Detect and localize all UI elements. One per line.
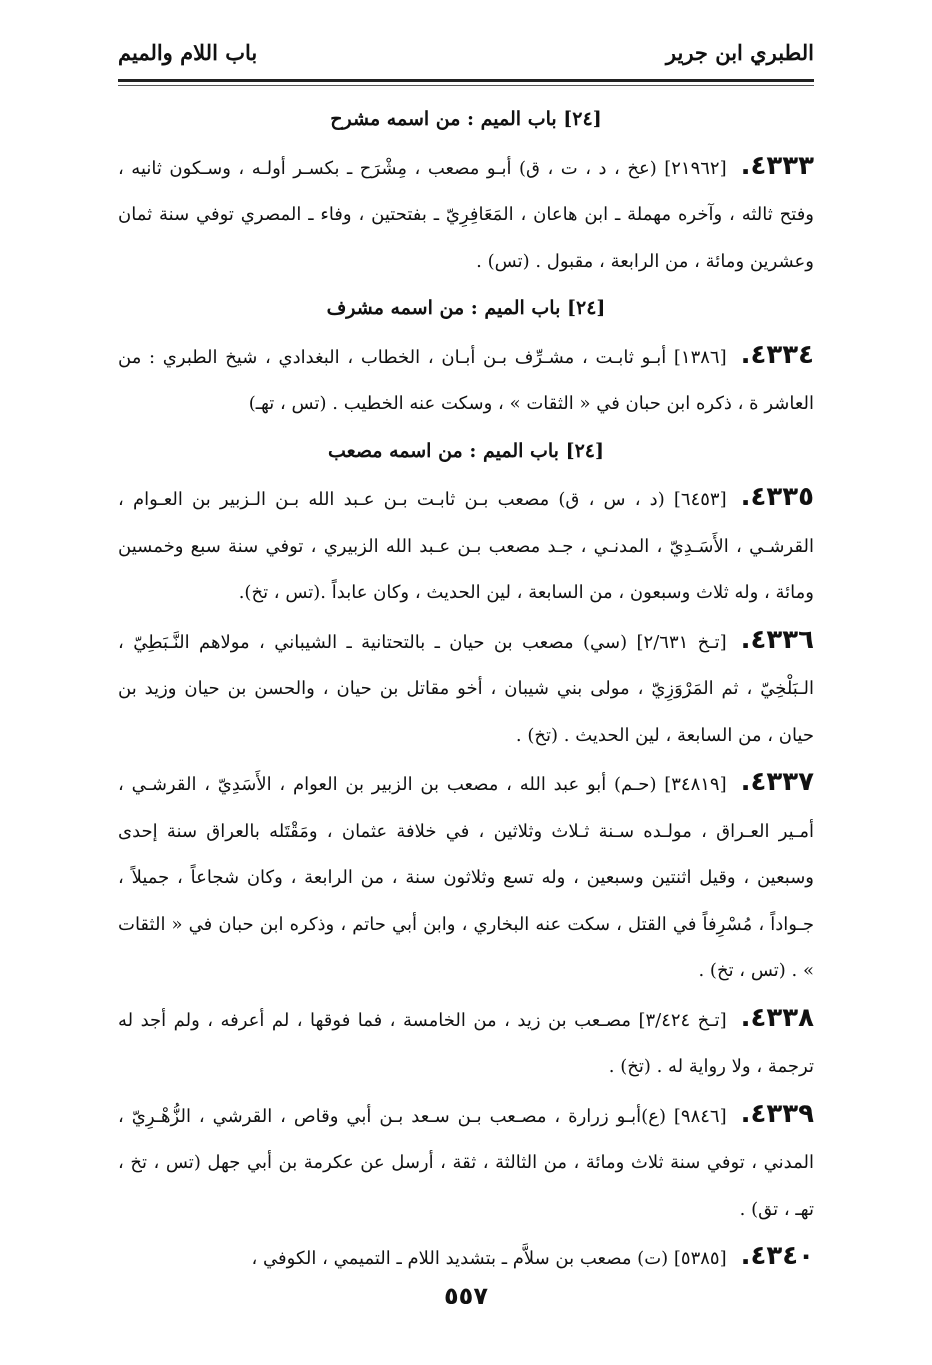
entry-number: ٤٣٣٤.: [740, 339, 814, 370]
entry-text: [٥٣٨٥] (ت) مصعب بن سلاَّم ـ بتشديد اللام ـ التميمي ، الكوفي ،: [251, 1248, 727, 1269]
entry-text: [٩٨٤٦] (ع)أبـو زرارة ، مصـعب بـن سـعد بـن أبي وقاص ، القرشي ، الزُّهْـرِيّ ، المدني ، توفي سنة ثلاث ومائة ، من الثالثة ، ثقة ، أرسل عن عكرمة بن أبي جهل (تس ، تخ ، تهـ ، تق) .: [118, 1105, 814, 1220]
entry-paragraph: [118, 1233, 814, 1283]
biography-entry: [118, 617, 814, 760]
biography-entry: [118, 995, 814, 1091]
entry-text: [٦٤٥٣] (د ، س ، ق) مصعب بـن ثابـت بـن عـبد الله بـن الـزبير بن العـوام ، القرشـي ، الأَسَـدِيّ ، المدنـي ، جـد مصعب بـن عـبد الله الزبيري ، توفي سنة سبع وخمسين ومائة ، وله ثلاث وسبعون ، من السابعة ، لين الحديث ، وكان عابداً .(تس ، تخ).: [118, 489, 814, 603]
entry-paragraph: [118, 617, 814, 760]
entry-text: [تـخ ٣/٤٢٤] مصـعب بن زيد ، من الخامسة ، فما فوقها ، لم أعرفه ، ولم أجد له ترجمة ، ولا رواية له . (تخ) .: [118, 1009, 814, 1077]
page-body: [118, 96, 814, 1283]
entry-number: ٤٣٣٦.: [740, 624, 814, 655]
biography-entry: [118, 1091, 814, 1234]
biography-entry: [118, 474, 814, 617]
section-heading: [٢٤] باب الميم : من اسمه مشرف: [326, 297, 606, 319]
entry-text: [١٣٨٦] أبـو ثابـت ، مشـرِّف بـن أبـان ، الخطاب ، البغدادي ، شيخ الطبري : من العاشر ة ، ذكره ابن حبان في « الثقات » ، وسكت عنه الخطيب . (تس ، تهـ): [118, 346, 814, 414]
entry-number: ٤٣٣٥.: [740, 482, 814, 512]
entry-paragraph: [118, 1091, 814, 1234]
section-heading: [٢٤] باب الميم : من اسمه مصعب: [328, 439, 604, 462]
biography-entry: [118, 759, 814, 995]
header-rule-thin: [118, 85, 814, 86]
biography-entry: [118, 143, 814, 286]
entry-paragraph: [118, 332, 814, 428]
entry-number: ٤٣٣٣.: [740, 150, 814, 181]
entry-text: [٣٤٨١٩] (حـم) أبو عبد الله ، مصعب بن الزبير بن العوام ، الأَسَدِيّ ، القرشـي ، أمـير العـراق ، مولـده سـنة ثـلاث وثلاثين ، في خلافة عثمان ، ومَقْتَله بالعراق سنة إحدى وسبعين ، وقيل اثنتين وسبعين ، وله تسع وثلاثون سنة ، من الرابعة ، وكان شجاعاً ، جميلاً ، جـواداً ، مُسْرِفاً في القتل ، سكت عنه البخاري ، وابن أبي حاتم ، وذكره ابن حبان في « الثقات » . (تس ، تخ) .: [118, 774, 814, 981]
running-header: [118, 40, 814, 80]
biography-entry: [118, 1233, 814, 1283]
entry-number: ٤٣٤٠.: [740, 1241, 814, 1271]
header-rule-thick: [118, 79, 814, 82]
biography-entry: [118, 332, 814, 428]
page-number: ٥٥٧: [444, 1282, 488, 1310]
entry-paragraph: [118, 995, 814, 1091]
entry-text: [تـخ ٢/٦٣١] (سي) مصعب بن حيان ـ بالتحتانية ـ الشيباني ، مولاهم النَّـبَطِيّ ، الـبَلْخِيّ ، ثم المَرْوَزِيّ ، مولى بني شيبان ، أخو مقاتل بن حيان ، والحسن بن حيان وزيد بن حيان ، من السابعة ، لين الحديث . (تخ) .: [118, 631, 814, 746]
running-head-chapter: باب اللام والميم: [118, 40, 258, 65]
entry-paragraph: [118, 759, 814, 995]
entry-text: [٢١٩٦٢] (عخ ، د ، ت ، ق) أبـو مصعب ، مِشْرَح ـ بكسـر أولـه ، وسـكون ثانيه ، وفتح ثالثه ، وآخره مهملة ـ ابن هاعان ، المَعَافِرِيّ ـ بفتحتين ، وفاء ـ المصري توفي سنة ثمان وعشرين ومائة ، من الرابعة ، مقبول . (تس) .: [118, 157, 814, 272]
entry-number: ٤٣٣٨.: [740, 1002, 814, 1033]
entry-number: ٤٣٣٩.: [740, 1098, 814, 1129]
entry-paragraph: [118, 143, 814, 286]
entry-paragraph: [118, 474, 814, 617]
running-head-title: الطبري ابن جرير: [665, 40, 814, 65]
section-heading: [٢٤] باب الميم : من اسمه مشرح: [330, 108, 602, 130]
entry-number: ٤٣٣٧.: [740, 767, 814, 797]
